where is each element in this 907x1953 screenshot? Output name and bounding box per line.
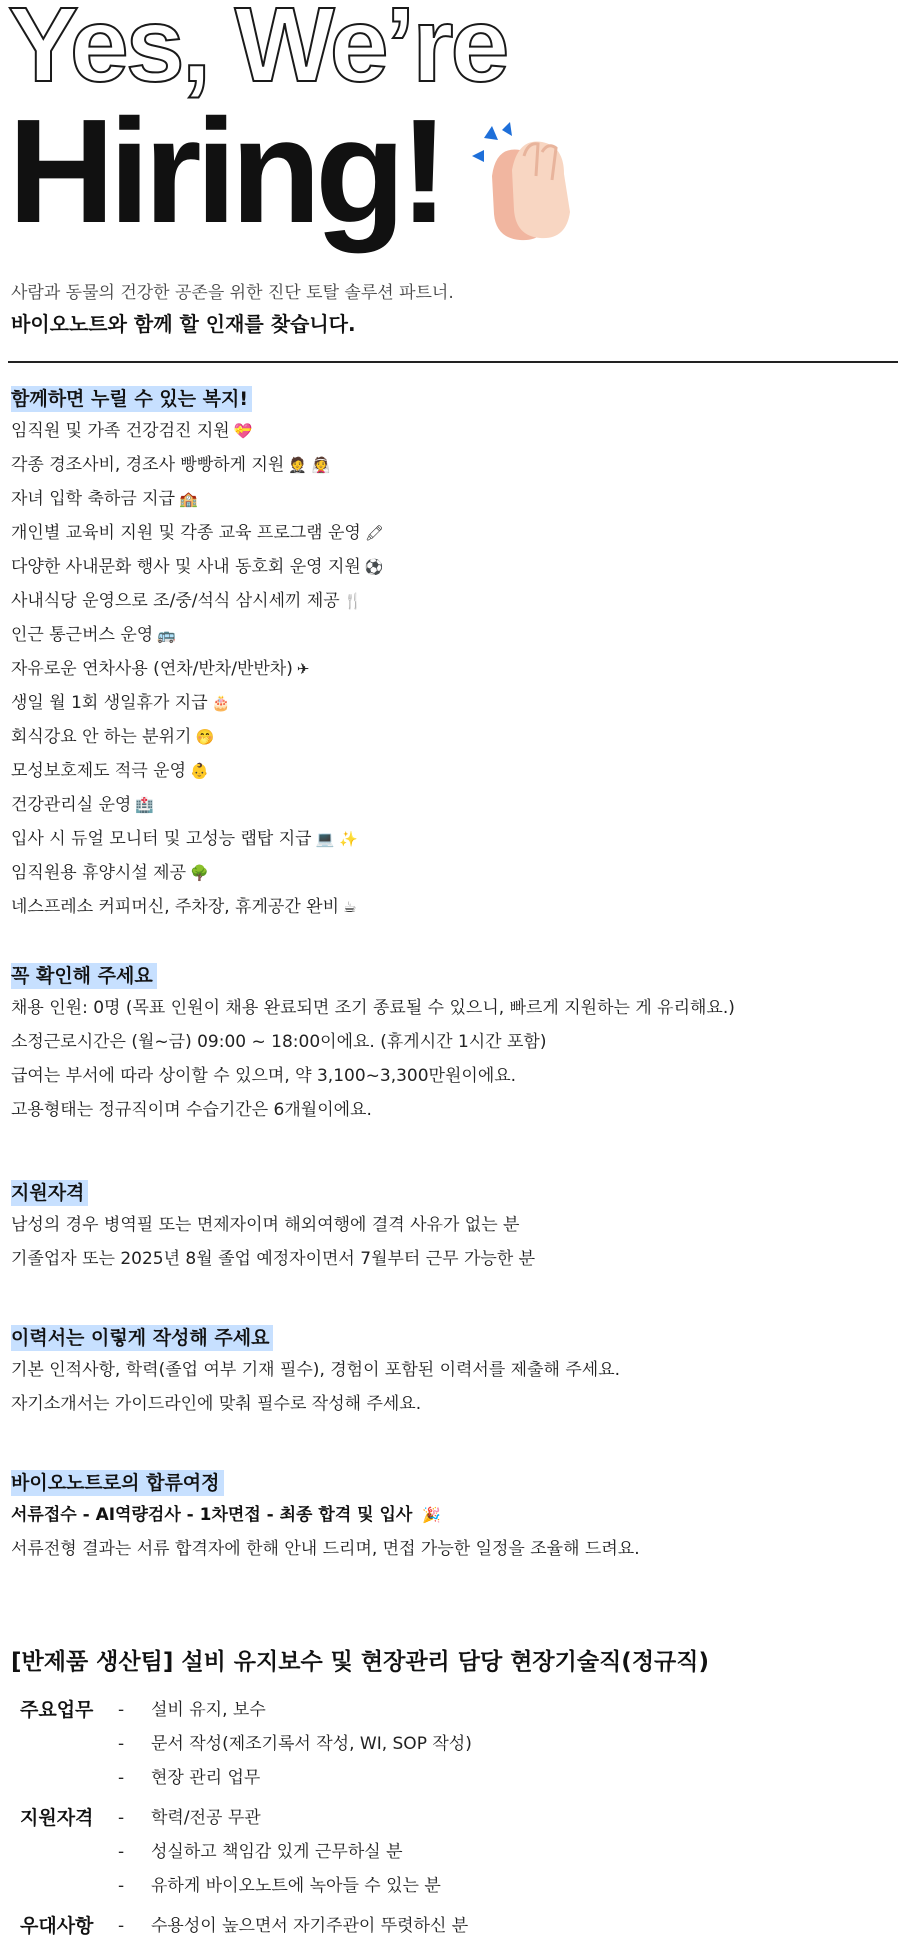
benefit-emoji-icon: 🏫 — [179, 490, 198, 508]
benefit-text: 다양한 사내문화 행사 및 사내 동호회 운영 지원 — [11, 557, 361, 577]
benefit-item — [11, 482, 891, 516]
job-row-item — [118, 1761, 880, 1795]
job-row-item-text: 유하게 바이오노트에 녹아들 수 있는 분 — [151, 1876, 441, 1896]
process-steps-text: 서류접수 - AI역량검사 - 1차면접 - 최종 합격 및 입사 — [11, 1505, 413, 1525]
resume-item: 자기소개서는 가이드라인에 맞춰 필수로 작성해 주세요. — [11, 1394, 422, 1414]
benefit-emoji-icon: 💻 ✨ — [315, 830, 358, 848]
qualification-item: 기졸업자 또는 2025년 8월 졸업 예정자이면서 7월부터 근무 가능한 분 — [11, 1249, 536, 1269]
qualification-title: 지원자격 — [11, 1180, 88, 1206]
process-steps — [11, 1498, 891, 1532]
resume-title: 이력서는 이렇게 작성해 주세요 — [11, 1325, 273, 1351]
benefit-text: 생일 월 1회 생일휴가 지급 — [11, 693, 208, 713]
job-row-item-text: 수용성이 높으면서 자기주관이 뚜렷하신 분 — [151, 1916, 469, 1936]
qualification-section — [11, 1180, 891, 1276]
benefit-item — [11, 414, 891, 448]
check-title: 꼭 확인해 주세요 — [11, 963, 157, 989]
check-item: 고용형태는 정규직이며 수습기간은 6개월이에요. — [11, 1100, 372, 1120]
job-row-item-text: 현장 관리 업무 — [151, 1768, 261, 1788]
job-row-item — [118, 1835, 880, 1869]
benefit-text: 회식강요 안 하는 분위기 — [11, 727, 192, 747]
benefit-text: 각종 경조사비, 경조사 빵빵하게 지원 — [11, 455, 285, 475]
dash-marker: - — [118, 1700, 125, 1720]
process-note: 서류전형 결과는 서류 합격자에 한해 안내 드리며, 면접 가능한 일정을 조율해 드려요. — [11, 1539, 640, 1559]
benefit-item — [11, 652, 891, 686]
benefit-emoji-icon: 🎂 — [211, 694, 231, 712]
benefit-text: 자녀 입학 축하금 지급 — [11, 489, 176, 509]
benefit-item — [11, 618, 891, 652]
dash-marker: - — [118, 1842, 125, 1862]
benefit-emoji-icon: 👶 — [190, 762, 209, 780]
benefit-item — [11, 720, 891, 754]
benefit-emoji-icon: 🖍 — [364, 524, 384, 542]
benefit-emoji-icon: 🚌 — [157, 626, 176, 644]
job-row-label: 주요업무 — [20, 1699, 94, 1721]
benefit-text: 네스프레소 커피머신, 주차장, 휴게공간 완비 — [11, 897, 340, 917]
benefit-emoji-icon: 🤭 — [195, 728, 215, 746]
benefit-item — [11, 550, 891, 584]
job-row — [20, 1693, 880, 1795]
job-title: [반제품 생산팀] 설비 유지보수 및 현장관리 담당 현장기술직(정규직) — [11, 1649, 709, 1675]
benefit-item — [11, 448, 891, 482]
job-row-item — [118, 1869, 880, 1903]
job-row-label: 지원자격 — [20, 1807, 94, 1829]
process-title: 바이오노트로의 합류여정 — [11, 1470, 224, 1496]
benefit-text: 모성보호제도 적극 운영 — [11, 761, 187, 781]
divider — [8, 361, 898, 363]
job-row — [20, 1801, 880, 1903]
benefit-item — [11, 856, 891, 890]
check-section — [11, 963, 891, 1127]
hero-outline-text: Yes, We’re — [8, 0, 507, 104]
benefit-item — [11, 516, 891, 550]
hero-solid-text: Hiring! — [8, 89, 443, 254]
tagline: 사람과 동물의 건강한 공존을 위한 진단 토탈 솔루션 파트너. — [11, 283, 454, 303]
benefit-emoji-icon: 🤵 👰 — [288, 456, 331, 474]
job-row-item — [118, 1909, 880, 1943]
job-row-item — [118, 1801, 880, 1835]
dash-marker: - — [118, 1768, 125, 1788]
benefit-emoji-icon: 🌳 — [190, 864, 209, 882]
process-section — [11, 1470, 891, 1566]
benefit-text: 임직원용 휴양시설 제공 — [11, 863, 187, 883]
benefit-emoji-icon: 💝 — [233, 422, 253, 440]
dash-marker: - — [118, 1876, 125, 1896]
qualification-item: 남성의 경우 병역필 또는 면제자이며 해외여행에 결격 사유가 없는 분 — [11, 1215, 520, 1235]
check-item: 급여는 부서에 따라 상이할 수 있으며, 약 3,100~3,300만원이에요. — [11, 1066, 517, 1086]
resume-item: 기본 인적사항, 학력(졸업 여부 기재 필수), 경험이 포함된 이력서를 제출해 주세요. — [11, 1360, 621, 1380]
check-item: 소정근로시간은 (월~금) 09:00 ~ 18:00이에요. (휴게시간 1시간 포함) — [11, 1032, 547, 1052]
job-row-label: 우대사항 — [20, 1915, 94, 1937]
benefit-text: 사내식당 운영으로 조/중/석식 삼시세끼 제공 — [11, 591, 340, 611]
benefit-text: 건강관리실 운영 — [11, 795, 132, 815]
benefit-emoji-icon: 🍴 — [343, 592, 363, 610]
hero-banner — [8, 0, 898, 260]
benefit-text: 입사 시 듀얼 모니터 및 고성능 랩탑 지급 — [11, 829, 312, 849]
dash-marker: - — [118, 1734, 125, 1754]
benefits-section — [11, 386, 891, 924]
benefit-text: 임직원 및 가족 건강검진 지원 — [11, 421, 230, 441]
job-detail-table — [20, 1693, 880, 1949]
job-row-item-text: 설비 유지, 보수 — [151, 1700, 266, 1720]
benefit-emoji-icon: 🏥 — [135, 796, 155, 814]
benefit-emoji-icon: ✈ — [296, 660, 310, 678]
benefit-item — [11, 686, 891, 720]
benefit-text: 인근 통근버스 운영 — [11, 625, 154, 645]
benefit-emoji-icon: ⚽ — [364, 558, 384, 576]
job-row-item-text: 학력/전공 무관 — [151, 1808, 261, 1828]
benefit-item — [11, 822, 891, 856]
benefit-emoji-icon: ☕ — [343, 898, 357, 916]
headline: 바이오노트와 함께 할 인재를 찾습니다. — [11, 312, 356, 336]
dash-marker: - — [118, 1916, 125, 1936]
job-row — [20, 1909, 880, 1943]
benefit-item — [11, 584, 891, 618]
resume-section — [11, 1325, 891, 1421]
benefit-item — [11, 754, 891, 788]
benefits-title: 함께하면 누릴 수 있는 복지! — [11, 386, 252, 412]
benefits-list — [11, 414, 891, 924]
job-row-item — [118, 1693, 880, 1727]
job-row-item-text: 문서 작성(제조기록서 작성, WI, SOP 작성) — [151, 1734, 472, 1754]
benefit-text: 개인별 교육비 지원 및 각종 교육 프로그램 운영 — [11, 523, 361, 543]
benefit-item — [11, 788, 891, 822]
clapping-hands-icon — [462, 116, 592, 246]
benefit-item — [11, 890, 891, 924]
check-item: 채용 인원: 0명 (목표 인원이 채용 완료되면 조기 종료될 수 있으니, 빠르게 지원하는 게 유리해요.) — [11, 998, 735, 1018]
dash-marker: - — [118, 1808, 125, 1828]
job-row-item-text: 성실하고 책임감 있게 근무하실 분 — [151, 1842, 403, 1862]
job-row-item — [118, 1727, 880, 1761]
benefit-text: 자유로운 연차사용 (연차/반차/반반차) — [11, 659, 293, 679]
party-popper-icon: 🎉 — [422, 1506, 441, 1524]
